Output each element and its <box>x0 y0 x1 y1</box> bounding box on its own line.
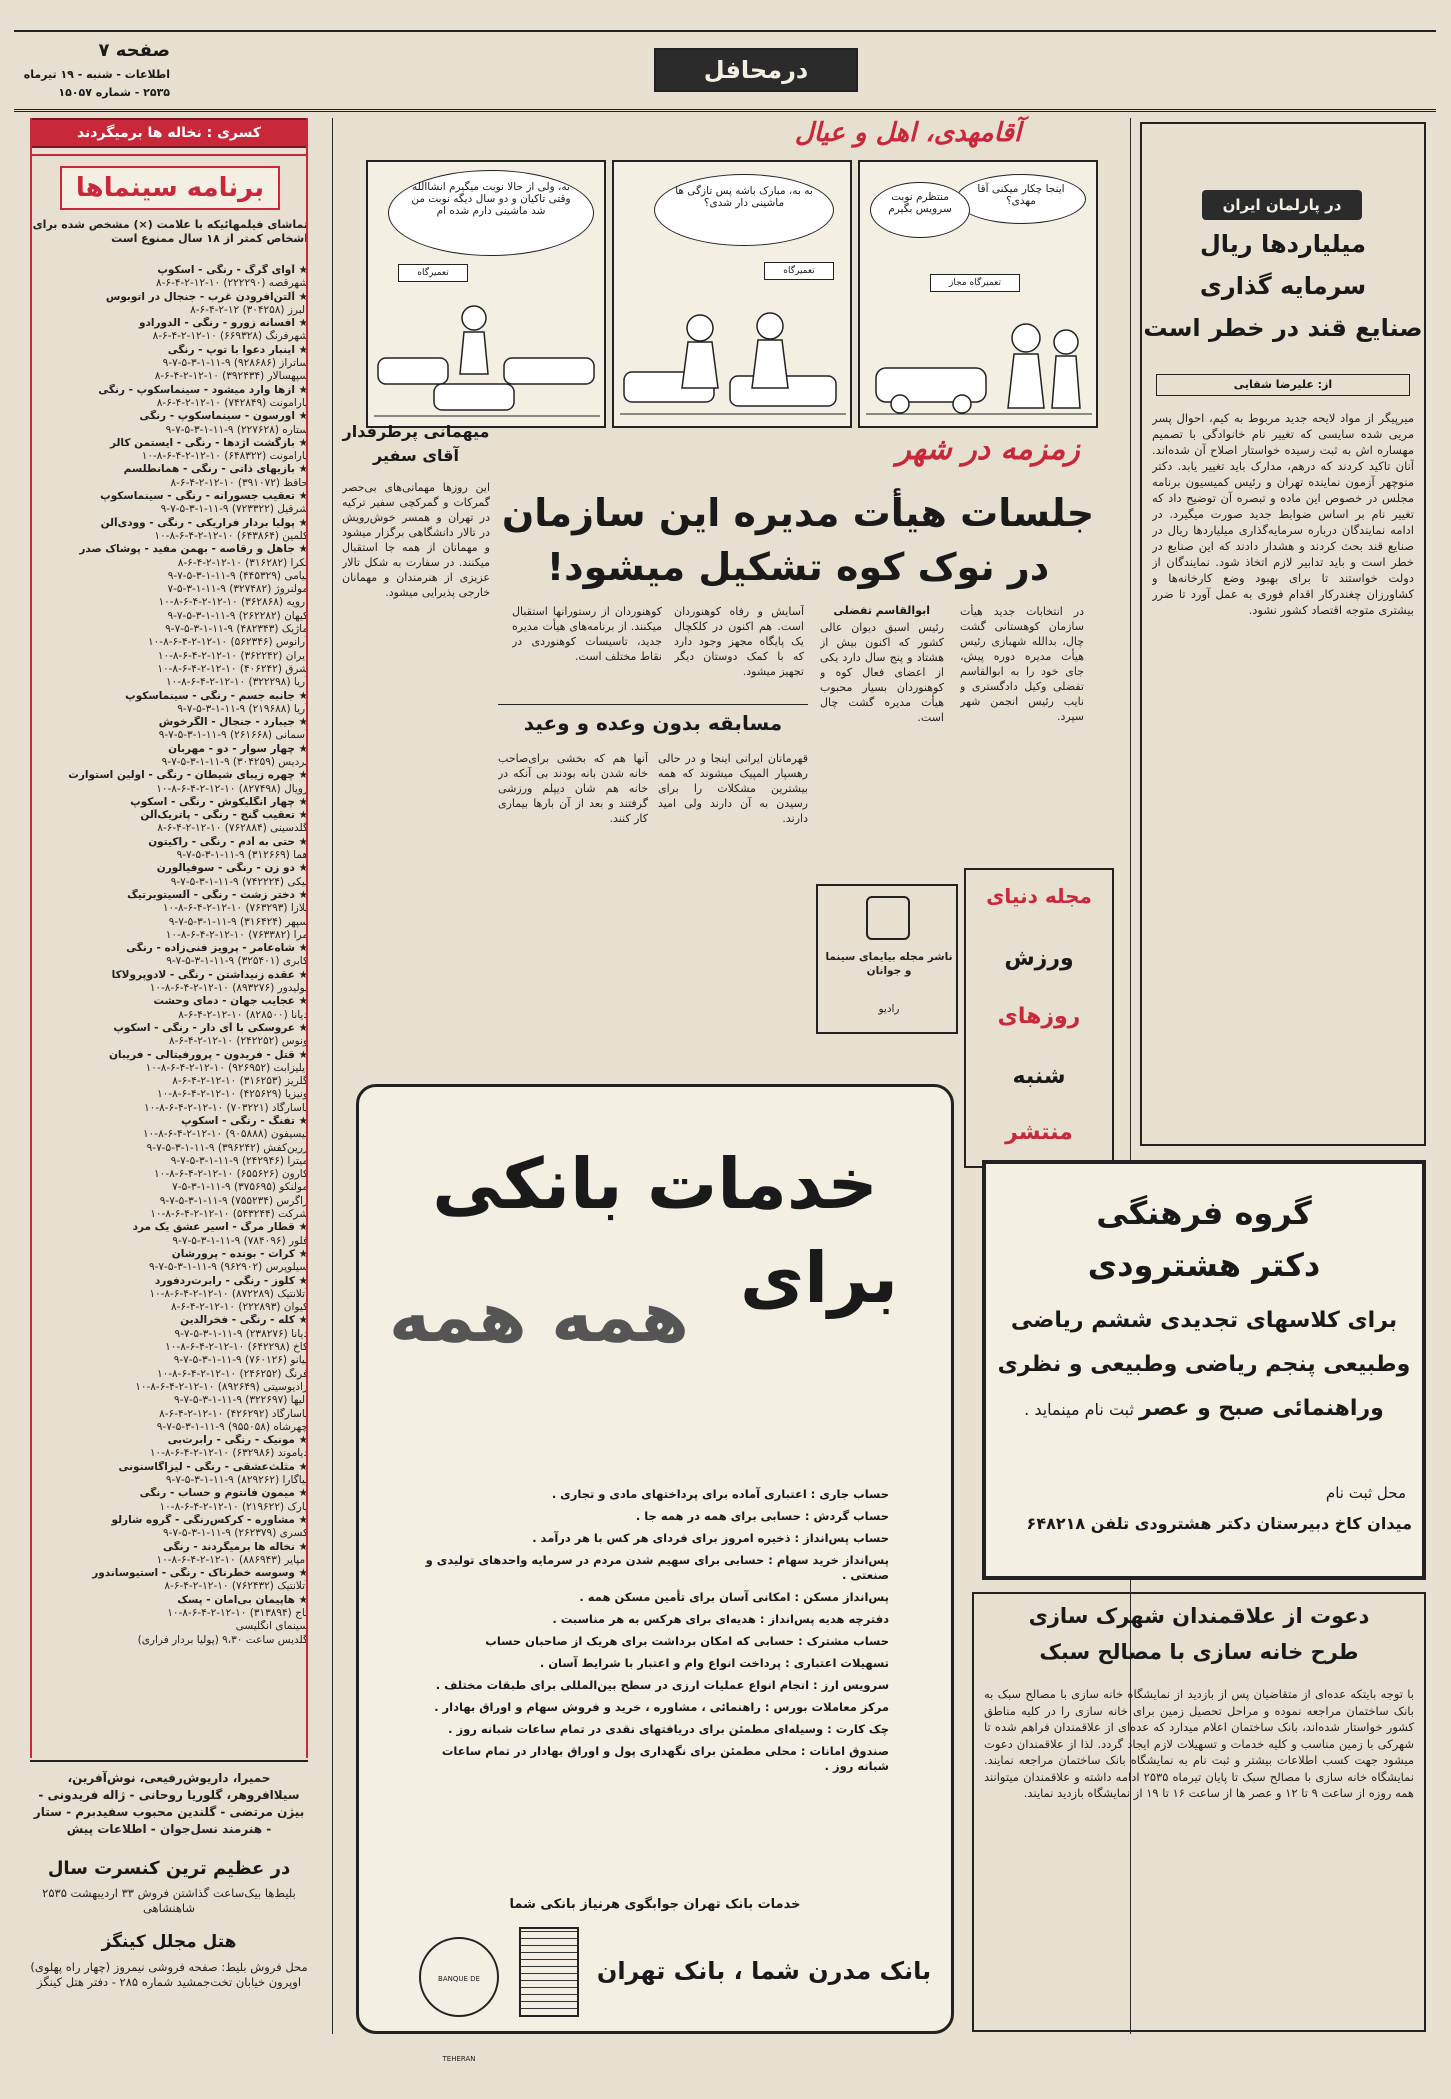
cinema-listing: ★ چهره زیبای شیطان - رنگی - اولین استوارت <box>68 769 308 782</box>
masthead <box>14 30 1436 112</box>
cinema-listing: پارامونت (۶۴۸۳۲۲) ۱۰-۱۲-۲-۴-۶-۸-۱۰ <box>141 450 308 463</box>
cinema-listing: فرنگ (۲۴۶۲۵۲) ۱۰-۱۲-۲-۴-۶-۸-۱۰ <box>156 1367 308 1380</box>
cinema-listing: ونیزیا (۴۲۵۶۲۹) ۱۰-۱۲-۲-۴-۶-۸-۱۰ <box>157 1088 308 1101</box>
cinema-listing: گلدیس ساعت ۹،۳۰ (پولیا بردار فراری) <box>137 1633 308 1646</box>
invite-ad <box>972 1592 1426 2032</box>
cinema-listing: ★ هاپیمان بی‌امان - پسک <box>177 1593 308 1606</box>
cinema-listing: گلدسینی (۷۶۲۸۸۴) ۱۰-۱۲-۲-۴-۶-۸ <box>157 822 308 835</box>
hospitality-column: این روزها مهمانی‌های بی‌حصر گمرکات و گمرکچی سفیر ترکیه در تهران و همسر خوش‌رویش در تالار دانشگاهی برگزار میشود و مهمانان از همه جا استقبال میکنند. در سفارت به شکل تالار عزیزی از هنرمندان و مهمانان خارجی پذیرایی میشود. <box>342 481 490 599</box>
cinema-listing: رویال (۸۲۷۴۹۸) ۱۰-۱۲-۲-۴-۶-۸-۱۰ <box>156 782 308 795</box>
cinema-listing: ★ میمون فانتوم و حساب - رنگی <box>139 1487 308 1500</box>
cinema-listing: زاگرس (۷۵۵۲۳۴) ۹-۱۱-۱-۳-۵-۷-۹ <box>159 1194 308 1207</box>
invite-body: با توجه بایتکه عده‌ای از متقاضیان پس از بازدید از نمایشگاه خانه سازی با مصالح سبک به بانک ساختمان مراجعه نموده و مراحل تحصیل زمین برای خانه سازی را در کلیه مناطق کشور خواستار شده‌اند، بانک ساختمان اعلام میدارد که عده‌ای از علاقمندان فراهم شده تا شهرکی با زمین مناسب و کلیه خدمات و تسهیلات لازم ایجاد گردد. لذا از علاقمندان دعوت میشود جهت کسب اطلاعات بیشتر و ثبت نام به نمایشگاه بانک ساختمان مراجعه نمایند. نمایشگاه خانه سازی با مصالح سبک تا پایان تیرماه ۲۵۳۵ ادامه داشته و علاقمندان میتوانند همه روزه از ساعت ۹ تا ۱۲ و عصر ها از ساعت ۱۶ تا ۱۹ از نمایشگاه بازدید نمایند. <box>984 1687 1414 1800</box>
culture-reg-label: محل ثبت نام <box>1325 1484 1406 1502</box>
cinema-listing: شهرفرنگ (۶۶۹۳۲۸) ۱۰-۱۲-۲-۴-۶-۸ <box>152 330 308 343</box>
cinema-listing: پیامی (۴۴۵۳۲۹) ۹-۱۱-۱-۳-۵-۷-۹ <box>167 569 308 582</box>
cartoon-drawing-1 <box>866 298 1092 424</box>
speech-bubble-1b: منتظرم نوبت سرویس بگیرم <box>870 182 970 238</box>
cinema-listing: نیکی (۷۴۲۲۲۴) ۹-۱۱-۱-۳-۵-۷-۹ <box>170 875 308 888</box>
garage-sign-3: تعمیرگاه <box>398 264 468 282</box>
garage-sign-2: تعمیرگاه <box>764 262 834 280</box>
cinema-listing: ساتراز (۹۲۸۶۸۶) ۹-۱۱-۱-۳-۵-۷-۹ <box>162 357 308 370</box>
bank-ad <box>356 1084 954 2063</box>
logo-seal-icon <box>866 896 910 940</box>
rumor-byline: ابوالقاسم تفضلی <box>833 604 930 617</box>
contest-section <box>498 704 808 1024</box>
cinema-listing: ایران (۳۶۲۲۴۲) ۱۰-۱۲-۲-۴-۶-۸-۱۰ <box>157 649 308 662</box>
culture-reg-place: میدان کاخ دبیرستان دکتر هشترودی تلفن ۶۴۸۲۱۸ <box>1026 1514 1412 1533</box>
logo-line-2: رادیو <box>878 1003 900 1015</box>
parliament-body: میرپیگر از مواد لایحه جدید مربوط به کیم، احوال پسر مریی شده سایسی که تغییر نام خانوادگی با تصمیم مهساره اش به ثبت رسیده خواستار اصلاح آن شده‌اند. آنان تاکید کردند که درهم، مدارک باید تغییر یابد. دکتر منوچهر آزمون نماینده تهران و رئیس کمیسیون برنامه مجلس در خصوص این ماده و تبصره آن توضیح داد که تغییر نام بر اساس ضوابط جدید صورت میگیرد. در ادامه نمایندگان درباره سرمایه‌گذاری میلیاردها ریال در صنایع قند بحث کردند و هشدار دادند که این صنایع در خطر است و باید تدابیر لازم اتخاذ شود. نمایندگان از دولت خواستند تا برای بهبود وضع کارخانه‌ها و کشاورزان چغندرکار اقدام فوری به عمل آورد تا ضرر بیشتری متوجه اقتصاد کشور نشود. <box>1152 411 1414 617</box>
cartoon-title: آقامهدی، اهل و عیال <box>794 118 1022 148</box>
cinema-listing: ★ کرات - بونده - پرورشان <box>171 1247 308 1260</box>
bank-service-item: پس‌انداز مسکن : امکانی آسان برای تأمین مسکن همه . <box>579 1590 889 1604</box>
cinema-listing: ماژیک (۴۸۲۳۴۳) ۹-۱۱-۱-۳-۵-۷-۹ <box>165 623 308 636</box>
cinema-listing: ★ جانبه جسم - رنگی - سینماسکوپ <box>125 689 308 702</box>
culture-title-1: گروه فرهنگی <box>1096 1194 1312 1232</box>
rumor-headline: جلسات هیأت مدیره این سازمان در نوک کوه تشکیل میشود! <box>501 491 1095 589</box>
cinema-listing: ★ دو زن - رنگی - سوفیالورن <box>156 862 308 875</box>
issue-line: ۲۵۳۵ - شماره ۱۵۰۵۷ <box>58 86 170 99</box>
culture-title-2: دکتر هشترودی <box>1087 1246 1321 1284</box>
rumor-column-1: در انتخابات جدید هیأت سازمان کوهستانی گشت چال، بدالله شهبازی رئیس هیأت مدیره دوره پیش، جای خود را به ابوالقاسم تفضلی وکیل دادگستری و نایب رئیس انجمن شهر سپرد. <box>960 605 1084 723</box>
cinema-listing: آریا (۳۲۲۲۹۸) ۱۰-۱۲-۲-۴-۶-۸-۱۰ <box>165 676 308 689</box>
cinema-listing: پاسارگاد (۴۲۶۲۹۲) ۱۰-۱۲-۲-۴-۶-۸ <box>159 1407 308 1420</box>
cinema-listing: چهرشاه (۹۵۵۰۵۸) ۹-۱۱-۱-۳-۵-۷-۹ <box>156 1420 308 1433</box>
weekly-magazine: مجله دنیای <box>986 884 1092 908</box>
cinema-listing: ★ وسوسه خطرناک - رنگی - استیوساندور <box>92 1567 308 1580</box>
bank-headline-3: همه همه <box>388 1276 690 1358</box>
parliament-box <box>1140 122 1426 1146</box>
cinema-listing: ★ اینبار دعوا با توپ - رنگی <box>167 343 308 356</box>
cinema-listing: شرکت (۵۴۳۲۴۴) ۱۰-۱۲-۲-۴-۶-۸-۱۰ <box>150 1208 308 1221</box>
cinema-listing: ★ جاهل و رقاصه - بهمن مفید - پوشاک صدر <box>79 543 308 556</box>
cinema-listing: کیوان (۲۲۲۸۹۳) ۱۰-۱۲-۲-۴-۶-۸ <box>170 1301 308 1314</box>
invite-subtitle: طرح خانه سازی با مصالح سبک <box>1039 1640 1359 1664</box>
page-number: صفحه ۷ <box>98 40 170 61</box>
cinema-listing: پارامونت (۷۴۲۸۴۹) ۱۰-۱۲-۲-۴-۶-۸ <box>156 396 308 409</box>
rumor-column-4: کوهنوردان از رستورانها استقبال میکنند. از برنامه‌های هیأت مدیره جدید، تاسیسات کوهنوردی در نقاط مختلف است. <box>512 605 662 663</box>
cinema-listing: الیها (۳۲۲۶۹۷) ۹-۱۱-۱-۳-۵-۷-۹ <box>174 1394 308 1407</box>
cinema-listing: شرقیل (۷۲۳۳۲۲) ۹-۱۱-۱-۳-۵-۷-۹ <box>160 503 308 516</box>
bank-service-item: چک کارت : وسیله‌ای مطمئن برای دریافتهای نقدی در تمام ساعات شبانه روز . <box>448 1722 889 1736</box>
cinema-listing: حافظ (۳۹۱۰۷۲) ۱۰-۱۲-۲-۴-۶-۸ <box>170 476 308 489</box>
rumor-section <box>488 432 1118 608</box>
cinema-listing: ★ عروسکی با آی دار - رنگی - اسکوپ <box>113 1021 308 1034</box>
parliament-headline-3: صنایع قند در خطر است <box>1143 314 1423 342</box>
parliament-kicker <box>1202 190 1362 220</box>
cinema-listing: کابری (۳۲۵۴۰۱) ۹-۱۱-۱-۳-۵-۷-۹ <box>166 955 308 968</box>
cinema-listing: ارویه (۳۶۲۸۶۸) ۱۰-۱۲-۲-۴-۶-۸-۱۰ <box>158 596 308 609</box>
culture-line-1: برای کلاسهای تجدیدی ششم ریاضی <box>1010 1308 1398 1333</box>
cinema-listing: فلور (۷۸۴۰۹۶) ۹-۱۱-۱-۳-۵-۷-۹ <box>172 1234 308 1247</box>
concert-cast: حمیرا، داریوش‌رفیعی، نوش‌آفرین، سیلاافروهر، گلوریا روحانی - ژاله فریدونی - بیژن مرتضی - گلندین محبوب سفیدبرم - ستار - هنرمند نسل‌جوان - اطلاعات پیش <box>33 1771 305 1836</box>
bank-building-icon <box>519 1927 579 2017</box>
cinema-listing: هما (۳۱۲۶۶۹) ۹-۱۱-۱-۳-۵-۷-۹ <box>176 849 308 862</box>
cinema-listing: ★ تعقیب گنج - رنگی - پاتریک‌آلن <box>140 809 308 822</box>
cinema-title-text: برنامه سینماها <box>75 173 265 203</box>
cinema-listing: سپهسالار (۳۹۲۴۳۴) ۱۰-۱۲-۲-۴-۶-۸ <box>154 370 308 383</box>
bank-service-item: حساب گردش : حسابی برای همه در همه جا . <box>635 1509 889 1523</box>
cartoon-panel-2 <box>612 160 852 428</box>
culture-line-3-sub: ثبت نام مینماید . <box>1024 1400 1134 1419</box>
weekly-published: منتشر <box>1005 1120 1073 1145</box>
logo-line-1: ناشر مجله بیایمای سینما و جوانان <box>825 951 953 977</box>
bank-service-item: مرکز معاملات بورس : راهنمائی ، مشاوره ، خرید و فروش سهام و اوراق بهادار . <box>434 1700 889 1714</box>
hotel-info: محل فروش بلیط: صفحه فروشی نیمروز (چهار راه پهلوی) اوپرون خیابان تخت‌جمشید شماره ۲۸۵ - دفتر هتل کینگز <box>30 1960 308 1989</box>
cinema-listing: ایلیزابت (۹۲۶۹۵۲) ۱۰-۱۲-۲-۴-۶-۸-۱۰ <box>145 1061 308 1074</box>
cinema-listing: ★ قتل - فریدون - پرورفیتالی - فریبان <box>108 1048 308 1061</box>
cinema-listing: کسری (۲۶۲۳۷۹) ۹-۱۱-۱-۳-۵-۷-۹ <box>163 1527 308 1540</box>
cinema-listing: نیاگارا (۸۲۹۲۶۲) ۹-۱۱-۱-۳-۵-۷-۹ <box>165 1474 308 1487</box>
hospitality-section <box>342 416 490 1016</box>
cinema-listing: شرق (۴۰۶۲۴۲) ۱۰-۱۲-۲-۴-۶-۸-۱۰ <box>157 662 308 675</box>
cartoon-drawing-3 <box>374 288 600 424</box>
cinema-listing: مولنکو (۳۷۵۶۹۵) ۹-۱۱-۱-۳-۵-۷ <box>172 1181 308 1194</box>
contest-column-2: قهرمانان ایرانی اینجا و در حالی رهسپار المپیک میشوند که همه بیشترین مشکلات را برای رسیدن به آن دارند ولی امید دارند. <box>658 752 808 825</box>
section-title <box>654 48 858 92</box>
cinema-listing: پاسارگاد (۷۰۳۲۲۱) ۱۰-۱۲-۲-۴-۶-۸-۱۰ <box>144 1101 308 1114</box>
kasra-banner <box>30 118 308 148</box>
bank-service-list <box>419 1487 889 1867</box>
cinema-listing: ★ شاه‌عامر - پرویز فنی‌زاده - رنگی <box>126 942 308 955</box>
invite-title: دعوت از علاقمندان شهرک سازی <box>1028 1604 1370 1628</box>
cinema-listing: تاج (۳۱۳۸۹۴) ۱۰-۱۲-۲-۴-۶-۸-۱۰ <box>167 1606 308 1619</box>
cinema-listing: ★ ازها وارد میشود - سینماسکوپ - رنگی <box>98 383 308 396</box>
cinema-listing: کلمین (۶۴۳۸۶۴) ۱۰-۱۲-۲-۴-۶-۸-۱۰ <box>154 529 308 542</box>
parliament-headline-2: سرمایه گذاری <box>1199 272 1367 300</box>
cinema-listing: امپایر (۸۸۶۹۴۳) ۱۰-۱۲-۲-۴-۶-۸-۱۰ <box>156 1553 308 1566</box>
cinema-listing: ★ بازگشت اژدها - رنگی - ایستمن کالر <box>109 436 308 449</box>
cinema-listing: ★ اورسون - سینماسکوپ - رنگی <box>139 410 308 423</box>
cinema-listing: ★ نخاله ها برمیگردند - رنگی <box>162 1540 308 1553</box>
rumor-kicker: زمزمه در شهر <box>896 432 1080 467</box>
cinema-listing: پارک (۲۱۹۶۲۲) ۱۰-۱۲-۲-۴-۶-۸-۱۰ <box>159 1500 308 1513</box>
cinema-listing: ★ مشاوره - کرکس‌رنگی - گروه شارلو <box>111 1513 308 1526</box>
cinema-listing: ★ کلوز - رنگی - رابرت‌ردفورد <box>154 1274 308 1287</box>
concert-block <box>30 1760 308 2030</box>
cinema-listing: ★ جیبارد - جنجال - الگرخوش <box>158 716 308 729</box>
cinema-listing: کارون (۶۵۵۶۲۶) ۱۰-۱۲-۲-۴-۶-۸-۱۰ <box>154 1168 308 1181</box>
cinema-listing: مرا (۷۶۳۳۸۲) ۱۰-۱۲-۲-۴-۶-۸-۱۰ <box>165 928 308 941</box>
cinema-listing: سیلوپرس (۹۶۲۹۰۲) ۹-۱۱-۱-۳-۵-۷-۹ <box>148 1261 308 1274</box>
parliament-kicker-text: در پارلمان ایران <box>1222 196 1342 214</box>
speech-bubble-2: به به، مبارک باشه پس تازگی ها ماشینی دار شدی؟ <box>654 174 834 246</box>
cinema-listing: ★ چهار انگلیکوش - رنگی - اسکوپ <box>130 795 308 808</box>
section-title-text: درمحافل <box>703 56 809 84</box>
cinema-listing: آریا (۲۱۹۶۸۸) ۹-۱۱-۱-۳-۵-۷-۹ <box>177 702 308 715</box>
bank-service-item: حساب جاری : اعتباری آماده برای پرداختهای مادی و تجاری . <box>551 1487 889 1501</box>
parliament-byline-text: از: علیرضا شفایی <box>1233 378 1333 391</box>
cinema-listing: البرز (۳۰۴۲۵۸) ۱۲-۲-۴-۶-۸ <box>190 303 308 316</box>
bank-seal-text: BANQUE DE TEHERAN <box>438 1975 480 2063</box>
cartoon-panel-3 <box>366 160 606 428</box>
cinema-listing: ★ کله - رنگی - فخرالدین <box>180 1314 308 1327</box>
cinema-listing: ★ حتی به آدم - رنگی - راکیتون <box>148 835 308 848</box>
culture-line-3 <box>986 1396 1422 1421</box>
publisher-logo-box <box>816 884 958 1034</box>
parliament-byline <box>1156 374 1410 396</box>
culture-line-3-main: وراهنمائی صبح و عصر <box>1139 1396 1384 1421</box>
bank-service-item: پس‌انداز خرید سهام : حسابی برای سهیم شدن مردم در سرمایه واحدهای تولیدی و صنعتی . <box>425 1553 889 1582</box>
bank-service-item: صندوق امانات : محلی مطمئن برای نگهداری پول و اوراق بهادار در تمام ساعات شبانه روز . <box>441 1744 889 1773</box>
cinema-listing: زرین‌کفش (۳۹۶۲۴۲) ۹-۱۱-۱-۳-۵-۷-۹ <box>146 1141 308 1154</box>
cinema-listing: ونوس (۲۴۲۲۵۲) ۱۰-۱۲-۲-۴-۶-۸ <box>168 1035 308 1048</box>
cinema-listing: تکرا (۳۱۶۲۸۲) ۱۰-۱۲-۲-۴-۶-۸ <box>177 556 308 569</box>
rumor-column-2: رئیس اسبق دیوان عالی کشور که اکنون بیش از هشتاد و پنج سال دارد یکی از اعضای فعال کوه و کوهنوردان بسیار محبوب هیأت مدیره گشت چال است. <box>820 621 944 724</box>
bank-service-item: حساب مشترک : حسابی که امکان برداشت برای هریک از صاحبان حساب <box>485 1634 889 1648</box>
cinema-listing: ★ دختر زشت - رنگی - آلسیتوبرتیگ <box>127 888 308 901</box>
cinema-listing: رادیوسیتی (۸۹۲۶۴۹) ۱۰-۱۲-۲-۴-۶-۸-۱۰ <box>135 1380 308 1393</box>
cinema-listing: ★ افسانه زورو - رنگی - الدورادو <box>138 317 308 330</box>
weekly-days: روزهای <box>997 1004 1081 1029</box>
cinema-column <box>30 118 308 1758</box>
rumor-column-3: آسایش و رفاه کوهنوردان است. هم اکنون در کلکچال یک پایگاه مجهز وجود دارد که با کمک دوستان دیگر تجهیز میشود. <box>674 605 804 678</box>
cartoon-strip <box>358 118 1108 434</box>
contest-column-1: آنها هم که بخشی برای‌صاحب خانه شدن بانه بودند بی آنکه در خانه هم شان دیپلم ورزشی گرفتند و بعد از آن بارها بیماری کار کنند. <box>498 752 648 825</box>
cinema-listing: میترا (۲۴۲۹۴۶) ۹-۱۱-۱-۳-۵-۷-۹ <box>170 1154 308 1167</box>
cinema-listing: کیهان (۲۶۲۲۸۲) ۹-۱۱-۱-۳-۵-۷-۹ <box>167 609 308 622</box>
cinema-intro: تماشای فیلمهائیکه با علامت (×) مشخص شده برای اشخاص کمتر از ۱۸ سال ممنوع است <box>32 218 308 245</box>
cinema-listing: ستاره (۲۲۷۶۲۸) ۹-۱۱-۱-۳-۵-۷-۹ <box>165 423 308 436</box>
concert-title: در عظیم ترین کنسرت سال <box>47 1858 291 1879</box>
cinema-listing: ★ چهار سوار - دو - مهربان <box>168 742 308 755</box>
cinema-title <box>60 166 280 210</box>
cinema-listing: ★ مونیک - رنگی - رابرت‌بی <box>167 1434 308 1447</box>
cinema-listing: ★ تفنگ - رنگی - اسکوپ <box>181 1115 308 1127</box>
cinema-listing: پلازا (۷۶۳۲۹۳) ۱۰-۱۲-۲-۴-۶-۸-۱۰ <box>162 902 308 915</box>
cinema-listing: ★ پولیا بردار فراریکی - رنگی - وودی‌آلن <box>100 516 308 529</box>
cinema-listing: آتلانتیک (۷۶۲۴۳۲) ۱۰-۱۲-۲-۴-۶-۸ <box>164 1580 308 1593</box>
cinema-listings <box>30 264 308 1754</box>
weekly-magazine-box <box>964 868 1114 1168</box>
column-rule-left <box>332 118 333 2034</box>
cartoon-drawing-2 <box>620 288 846 424</box>
cinema-listing: پیانو (۷۶۰۱۲۶) ۹-۱۱-۱-۳-۵-۷-۹ <box>173 1354 308 1367</box>
bank-footer: خدمات بانک تهران جوابگوی هرنیاز بانکی شما <box>509 1897 801 1912</box>
weekly-weekday: شنبه <box>1012 1064 1066 1089</box>
cinema-listing: ★ مثلث‌عشقی - رنگی - لیزاگاسنونی <box>118 1460 308 1473</box>
bank-slogan: بانک مدرن شما ، بانک تهران <box>596 1957 932 1985</box>
cinema-listing: کاخ (۶۴۲۲۹۸) ۱۰-۱۲-۲-۴-۶-۸-۱۰ <box>165 1341 308 1354</box>
cinema-listing: مولنروژ (۳۲۷۴۸۲) ۹-۱۱-۱-۳-۵-۷ <box>167 583 308 596</box>
culture-ad <box>982 1160 1426 1580</box>
cinema-listing: پردیس (۳۰۴۲۵۹) ۹-۱۱-۱-۳-۵-۷-۹ <box>161 755 308 768</box>
cinema-listing: دیانا (۸۲۸۵۰۰) ۱۰-۱۲-۲-۴-۶-۸ <box>178 1008 308 1021</box>
date-line: اطلاعات - شنبه - ۱۹ تیرماه <box>23 68 170 81</box>
bank-service-item: حساب پس‌انداز : ذخیره امروز برای فردای هر کس با هر درآمد . <box>532 1531 889 1545</box>
cartoon-panel-1 <box>858 160 1098 428</box>
bank-headline-1: خدمات بانکی <box>432 1143 878 1225</box>
cinema-listing: سینمای انگلیسی <box>235 1620 308 1633</box>
contest-title: مسابقه بدون وعده و وعید <box>523 711 783 735</box>
cinema-listing: ★ بازیهای ذاتی - رنگی - همانطلسم <box>123 463 308 476</box>
cinema-listing: آسمانی (۲۶۱۶۶۸) ۹-۱۱-۱-۳-۵-۷-۹ <box>158 729 308 742</box>
cinema-listing: پولیدور (۸۹۳۲۷۶) ۱۰-۱۲-۲-۴-۶-۸-۱۰ <box>149 982 308 995</box>
hospitality-title: میهمانی پرطرفدار آقای سفیر <box>342 422 490 465</box>
cinema-listing: ★ عقده زنیداشتن - رنگی - لادوپرولاکا <box>111 968 308 981</box>
culture-line-2: وطبیعی پنجم ریاضی وطبیعی و نظری <box>997 1352 1411 1377</box>
cinema-listing: دیانا (۲۳۸۲۷۶) ۹-۱۱-۱-۳-۵-۷-۹ <box>174 1327 308 1340</box>
bank-service-item: تسهیلات اعتباری : پرداخت انواع وام و اعتبار با شرایط آسان . <box>539 1656 889 1670</box>
bank-seal-icon <box>419 1937 499 2063</box>
bank-headline-2: برای <box>740 1237 898 1319</box>
cinema-listing: ★ قطار مرگ - اسیر عشق یک مرد <box>132 1221 308 1234</box>
cinema-listing: شهرقصه (۲۲۲۲۹۰) ۱۰-۱۲-۲-۴-۶-۸ <box>155 277 308 290</box>
bank-service-item: دفترچه هدیه پس‌انداز : هدیه‌ای برای هرکس به هر مناسبت . <box>552 1612 889 1626</box>
cinema-listing: ★ تعقیب جسورانه - رنگی - سینماسکوپ <box>100 490 308 503</box>
cinema-listing: گلریز (۳۱۶۲۵۳) ۱۰-۱۲-۲-۴-۶-۸ <box>172 1075 308 1088</box>
cinema-listing: تیسیفون (۹۰۵۸۸۸) ۱۰-۱۲-۲-۴-۶-۸-۱۰ <box>143 1128 308 1141</box>
cinema-listing: ★ آلتن‌افرودن غرب - جنجال در اتوبوس <box>105 290 308 303</box>
cinema-listing: دیاموند (۶۳۲۹۸۶) ۱۰-۱۲-۲-۴-۶-۸-۱۰ <box>149 1447 308 1460</box>
hotel-title: هتل مجلل کینگز <box>101 1932 237 1952</box>
speech-bubble-3: نه، ولی از حالا نوبت میگیرم انشاالله وقتی تاکیان و دو سال دیگه نوبت من شد ماشینی دارم شده ام <box>388 170 594 256</box>
cinema-title-box <box>30 154 308 156</box>
garage-sign-1: تعمیرگاه مجاز <box>930 274 1020 292</box>
cinema-listing: ★ عجایب جهان - دمای وحشت <box>153 995 308 1008</box>
cinema-listing: ★ آوای گرگ - رنگی - اسکوپ <box>157 264 308 276</box>
bank-service-item: سرویس ارز : انجام انواع عملیات ارزی در سطح بین‌المللی برای طبقات مختلف . <box>435 1678 889 1692</box>
speech-bubble-1: اینجا چکار میکنی آقا مهدی؟ <box>956 174 1086 224</box>
cinema-listing: سپهر (۳۱۶۴۲۴) ۹-۱۱-۱-۳-۵-۷-۹ <box>168 915 308 928</box>
cinema-listing: آرانوس (۵۶۲۳۴۶) ۱۰-۱۲-۲-۴-۶-۸-۱۰ <box>148 636 308 649</box>
kasra-banner-text: کسری : نخاله ها برمیگردند <box>76 125 262 141</box>
concert-info: بلیط‌ها بیک‌ساعت گذاشتن فروش ۳۳ اردیبهشت ۲۵۳۵ شاهنشاهی <box>42 1886 296 1915</box>
cinema-listing: آتلانتیک (۸۷۲۲۸۹) ۱۰-۱۲-۲-۴-۶-۸-۱۰ <box>149 1287 308 1300</box>
parliament-headline-1: میلیاردها ریال <box>1199 230 1367 258</box>
weekly-sport: ورزش <box>1004 946 1074 971</box>
